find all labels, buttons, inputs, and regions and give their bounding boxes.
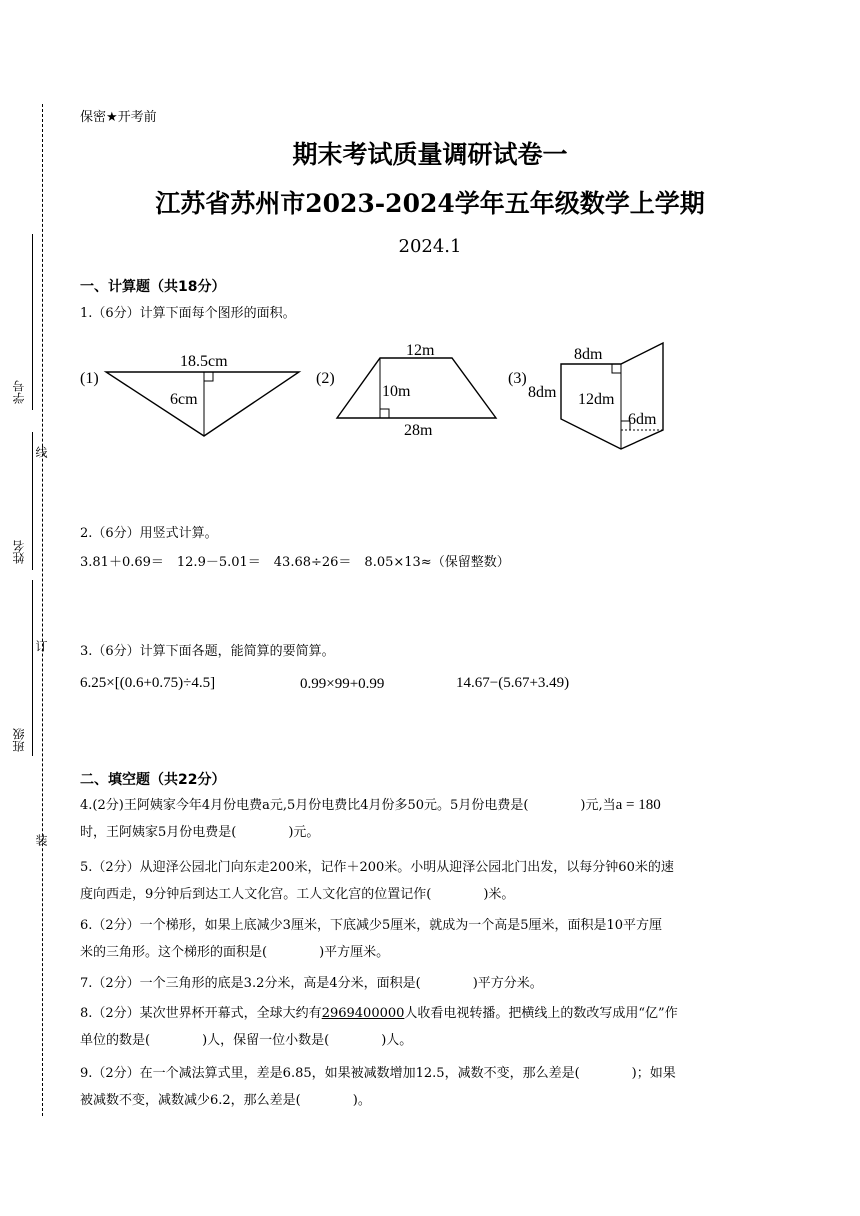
figure-2-number: (2) <box>316 370 335 387</box>
trapezoid-top-label: 12m <box>406 342 435 359</box>
section2-heading: 二、填空题（共22分） <box>80 772 226 788</box>
question-3-expr-2: 0.99×99+0.99 <box>300 676 385 692</box>
confidential-mark: 保密★开考前 <box>80 110 157 125</box>
question-4: 4.(2分)王阿姨家今年4月份电费a元,5月份电费比4月份多50元。5月份电费是( )元,当a = 180 时，王阿姨家5月份电费是( )元。 <box>80 797 661 840</box>
question-2: 2.（6分）用竖式计算。 <box>80 526 218 541</box>
triangle-height-label: 6cm <box>170 391 198 408</box>
question-3: 3.（6分）计算下面各题，能简算的要简算。 <box>80 644 335 659</box>
composite-left-label: 8dm <box>528 384 557 401</box>
student-id-label: 学号 <box>12 380 26 404</box>
binding-mark-line: 线 <box>34 446 48 458</box>
trapezoid-shape <box>337 358 496 418</box>
composite-middle-label: 12dm <box>578 391 615 408</box>
question-7: 7.（2分）一个三角形的底是3.2分米，高是4分米，面积是( )平方分米。 <box>80 976 543 991</box>
figure-3-number: (3) <box>508 370 527 387</box>
binding-mark-bind: 装 <box>34 834 48 846</box>
trapezoid-bottom-label: 28m <box>404 422 433 439</box>
question-1: 1.（6分）计算下面每个图形的面积。 <box>80 306 296 321</box>
underlined-number: 2969400000 <box>321 1006 405 1021</box>
question-3-expr-3: 14.67−(5.67+3.49) <box>456 675 570 691</box>
composite-right-label: 6dm <box>628 411 657 428</box>
question-3-expr-1: 6.25×[(0.6+0.75)÷4.5] <box>80 675 216 691</box>
question-2-expressions: 3.81＋0.69＝ 12.9－5.01＝ 43.68÷26＝ 8.05×13≈（保留整数） <box>80 555 510 570</box>
class-label: 班级 <box>12 728 26 752</box>
figure-1-number: (1) <box>80 370 99 387</box>
triangle-base-label: 18.5cm <box>180 353 228 370</box>
question-6: 6.（2分）一个梯形，如果上底减少3厘米，下底减少5厘米，就成为一个高是5厘米，面积是10平方厘 米的三角形。这个梯形的面积是( )平方厘米。 <box>80 918 663 960</box>
question-5: 5.（2分）从迎泽公园北门向东走200米，记作＋200米。小明从迎泽公园北门出发，以每分钟60米的速 度向西走，9分钟后到达工人文化宫。工人文化宫的位置记作( )米。 <box>80 860 674 902</box>
binding-mark-order: 订 <box>34 640 48 652</box>
area-figures <box>70 335 680 455</box>
exam-title: 期末考试质量调研试卷一 <box>292 140 568 169</box>
trapezoid-height-label: 10m <box>382 383 411 400</box>
variable-a-value: a = 180 <box>615 797 661 813</box>
exam-subtitle: 江苏省苏州市2023-2024学年五年级数学上学期 <box>155 189 705 218</box>
composite-top-label: 8dm <box>574 346 603 363</box>
question-9: 9.（2分）在一个减法算式里，差是6.85，如果被减数增加12.5，减数不变，那么差是( )；如果 被减数不变，减数减少6.2，那么差是( )。 <box>80 1066 676 1108</box>
section1-heading: 一、计算题（共18分） <box>80 279 226 295</box>
name-label: 姓名 <box>12 540 26 564</box>
triangle-shape <box>106 372 299 436</box>
question-8: 8.（2分）某次世界杯开幕式，全球大约有2969400000人收看电视转播。把横线上的数改写成用“亿”作 单位的数是( )人，保留一位小数是( )人。 <box>80 1006 678 1048</box>
exam-date: 2024.1 <box>398 236 462 257</box>
